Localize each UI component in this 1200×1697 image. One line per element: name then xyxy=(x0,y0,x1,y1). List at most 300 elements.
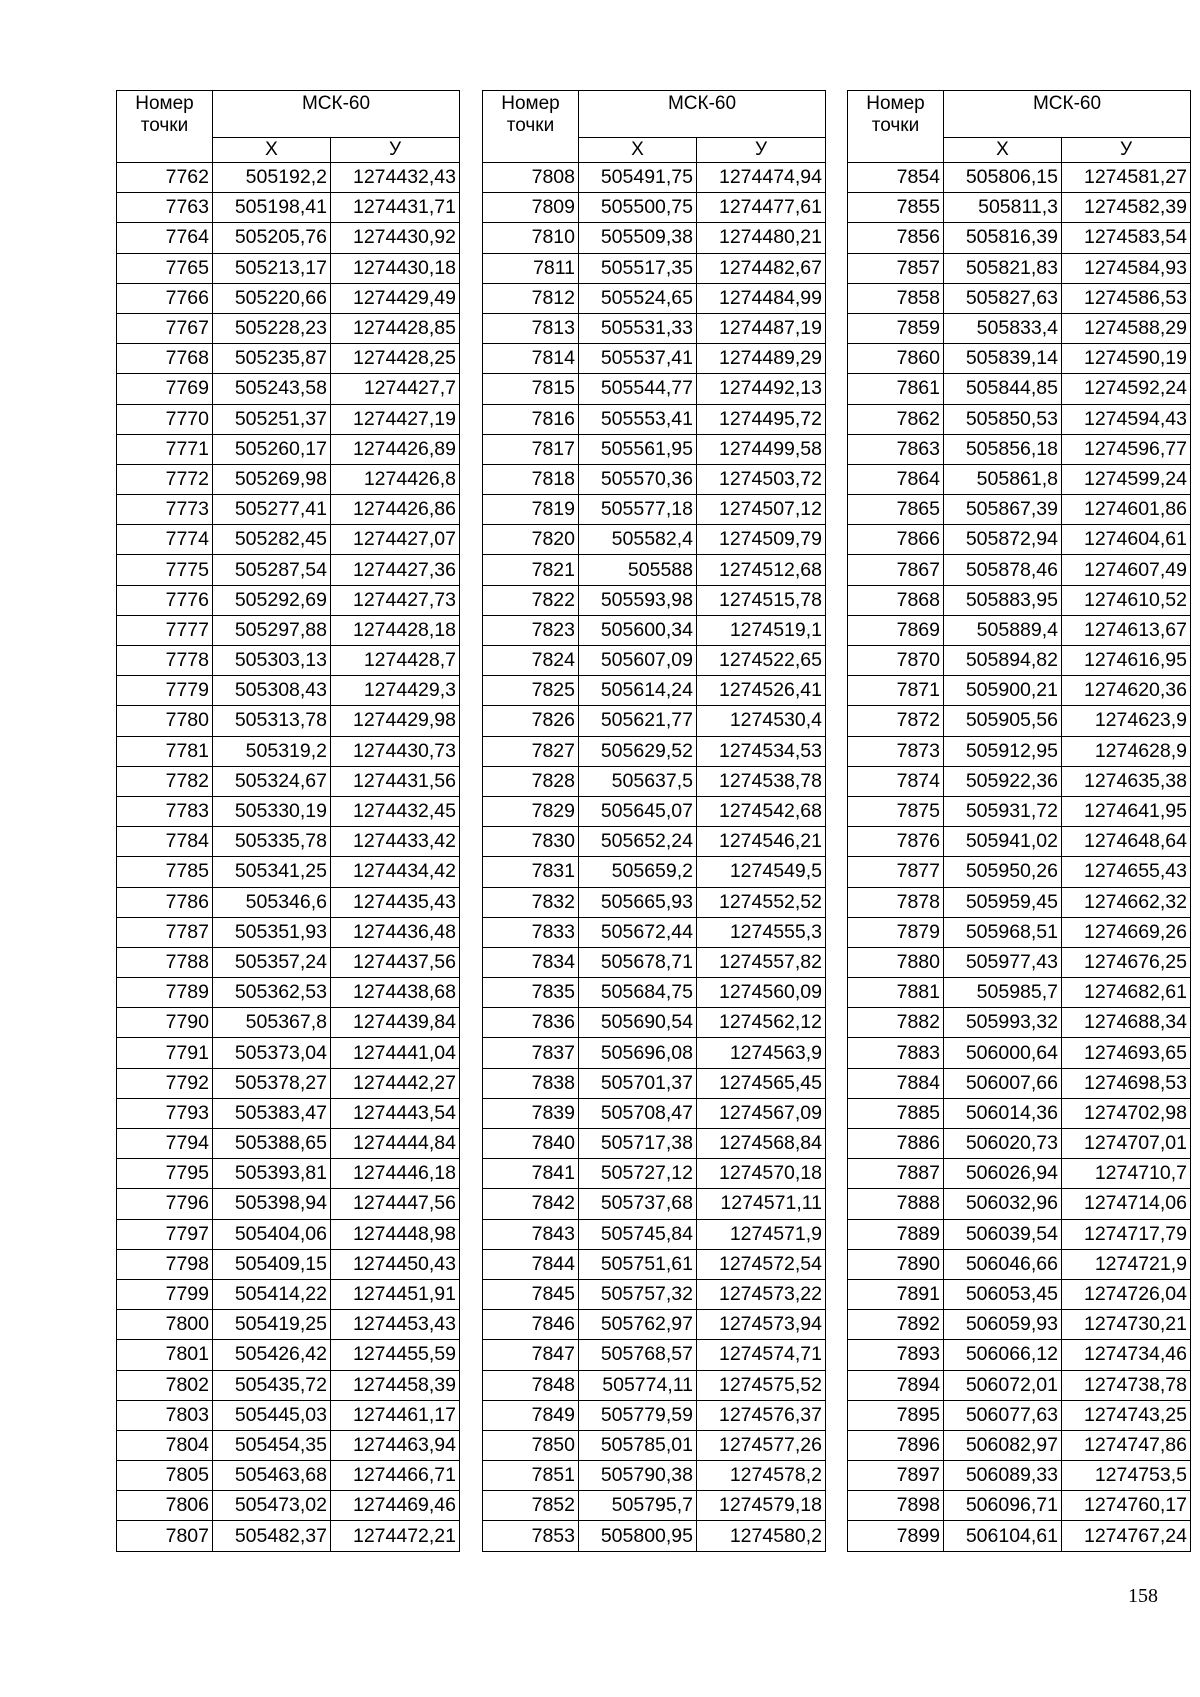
y-cell: 1274594,43 xyxy=(1062,404,1191,434)
point-number-cell: 7800 xyxy=(117,1310,213,1340)
y-cell: 1274546,21 xyxy=(697,827,826,857)
table-row xyxy=(117,706,460,736)
y-cell: 1274430,73 xyxy=(331,736,460,766)
table-row xyxy=(117,796,460,826)
table-row xyxy=(117,1279,460,1309)
x-cell: 506020,73 xyxy=(944,1129,1062,1159)
y-cell: 1274601,86 xyxy=(1062,495,1191,525)
point-number-cell: 7785 xyxy=(117,857,213,887)
y-cell: 1274635,38 xyxy=(1062,766,1191,796)
table-row xyxy=(117,676,460,706)
y-cell: 1274530,4 xyxy=(697,706,826,736)
point-number-cell: 7890 xyxy=(848,1249,944,1279)
table-row xyxy=(848,555,1191,585)
y-cell: 1274431,56 xyxy=(331,766,460,796)
x-cell: 506032,96 xyxy=(944,1189,1062,1219)
x-cell: 505900,21 xyxy=(944,676,1062,706)
x-cell: 505351,93 xyxy=(213,917,331,947)
x-cell: 505313,78 xyxy=(213,706,331,736)
table-row xyxy=(117,1008,460,1038)
x-cell: 505785,01 xyxy=(579,1430,697,1460)
y-cell: 1274450,43 xyxy=(331,1249,460,1279)
x-cell: 505833,4 xyxy=(944,313,1062,343)
y-cell: 1274565,45 xyxy=(697,1068,826,1098)
y-cell: 1274581,27 xyxy=(1062,163,1191,193)
y-cell: 1274574,71 xyxy=(697,1340,826,1370)
y-cell: 1274669,26 xyxy=(1062,917,1191,947)
y-cell: 1274555,3 xyxy=(697,917,826,947)
x-cell: 505277,41 xyxy=(213,495,331,525)
y-cell: 1274430,18 xyxy=(331,253,460,283)
y-cell: 1274655,43 xyxy=(1062,857,1191,887)
table-row xyxy=(483,585,826,615)
table-row xyxy=(483,887,826,917)
y-cell: 1274461,17 xyxy=(331,1400,460,1430)
y-cell: 1274458,39 xyxy=(331,1370,460,1400)
point-number-cell: 7766 xyxy=(117,283,213,313)
point-number-cell: 7856 xyxy=(848,223,944,253)
y-cell: 1274432,43 xyxy=(331,163,460,193)
y-cell: 1274567,09 xyxy=(697,1098,826,1128)
table-row xyxy=(848,1491,1191,1521)
table-row xyxy=(848,193,1191,223)
table-row xyxy=(848,857,1191,887)
point-number-cell: 7765 xyxy=(117,253,213,283)
y-cell: 1274442,27 xyxy=(331,1068,460,1098)
x-cell: 505282,45 xyxy=(213,525,331,555)
table-row xyxy=(483,404,826,434)
table-row xyxy=(848,1068,1191,1098)
point-number-cell: 7868 xyxy=(848,585,944,615)
point-number-cell: 7778 xyxy=(117,646,213,676)
y-cell: 1274721,9 xyxy=(1062,1249,1191,1279)
x-cell: 506007,66 xyxy=(944,1068,1062,1098)
point-number-cell: 7885 xyxy=(848,1098,944,1128)
point-number-cell: 7857 xyxy=(848,253,944,283)
table-row xyxy=(848,1249,1191,1279)
x-cell: 506066,12 xyxy=(944,1340,1062,1370)
table-row xyxy=(848,1159,1191,1189)
table-row xyxy=(117,555,460,585)
y-cell: 1274572,54 xyxy=(697,1249,826,1279)
x-cell: 505637,5 xyxy=(579,766,697,796)
y-cell: 1274571,9 xyxy=(697,1219,826,1249)
y-cell: 1274426,86 xyxy=(331,495,460,525)
x-cell: 505867,39 xyxy=(944,495,1062,525)
x-cell: 505292,69 xyxy=(213,585,331,615)
table-row xyxy=(483,676,826,706)
point-number-cell: 7827 xyxy=(483,736,579,766)
y-cell: 1274702,98 xyxy=(1062,1098,1191,1128)
point-number-cell: 7814 xyxy=(483,344,579,374)
table-row xyxy=(848,615,1191,645)
x-cell: 505701,37 xyxy=(579,1068,697,1098)
point-number-cell: 7797 xyxy=(117,1219,213,1249)
point-number-cell: 7810 xyxy=(483,223,579,253)
point-number-cell: 7889 xyxy=(848,1219,944,1249)
y-cell: 1274519,1 xyxy=(697,615,826,645)
point-number-cell: 7893 xyxy=(848,1340,944,1370)
y-cell: 1274596,77 xyxy=(1062,434,1191,464)
table-row xyxy=(848,1098,1191,1128)
x-cell: 505588 xyxy=(579,555,697,585)
point-number-cell: 7799 xyxy=(117,1279,213,1309)
point-number-cell: 7887 xyxy=(848,1159,944,1189)
point-number-cell: 7872 xyxy=(848,706,944,736)
point-number-cell: 7803 xyxy=(117,1400,213,1430)
y-cell: 1274584,93 xyxy=(1062,253,1191,283)
table-row xyxy=(483,313,826,343)
x-cell: 505409,15 xyxy=(213,1249,331,1279)
table-row xyxy=(483,1521,826,1551)
table-row xyxy=(483,253,826,283)
x-cell: 505696,08 xyxy=(579,1038,697,1068)
table-row xyxy=(483,706,826,736)
y-cell: 1274463,94 xyxy=(331,1430,460,1460)
x-cell: 505388,65 xyxy=(213,1129,331,1159)
table-row xyxy=(117,1159,460,1189)
y-cell: 1274578,2 xyxy=(697,1461,826,1491)
x-cell: 505800,95 xyxy=(579,1521,697,1551)
x-cell: 505553,41 xyxy=(579,404,697,434)
point-number-cell: 7774 xyxy=(117,525,213,555)
coordinate-system-header: МСК-60 xyxy=(944,91,1191,138)
table-row xyxy=(117,585,460,615)
y-header: У xyxy=(1062,138,1191,163)
table-row xyxy=(117,1249,460,1279)
point-number-cell: 7840 xyxy=(483,1129,579,1159)
point-number-cell: 7828 xyxy=(483,766,579,796)
table-row xyxy=(483,917,826,947)
y-cell: 1274568,84 xyxy=(697,1129,826,1159)
x-cell: 505922,36 xyxy=(944,766,1062,796)
y-cell: 1274503,72 xyxy=(697,464,826,494)
point-number-cell: 7883 xyxy=(848,1038,944,1068)
x-cell: 505544,77 xyxy=(579,374,697,404)
x-cell: 505393,81 xyxy=(213,1159,331,1189)
x-cell: 505287,54 xyxy=(213,555,331,585)
point-number-cell: 7842 xyxy=(483,1189,579,1219)
table-row xyxy=(117,404,460,434)
point-number-cell: 7805 xyxy=(117,1461,213,1491)
x-cell: 505912,95 xyxy=(944,736,1062,766)
table-row xyxy=(483,796,826,826)
table-row xyxy=(483,163,826,193)
point-number-cell: 7764 xyxy=(117,223,213,253)
point-number-cell: 7895 xyxy=(848,1400,944,1430)
coordinate-table-1 xyxy=(116,90,460,1552)
table-row xyxy=(483,1038,826,1068)
y-cell: 1274590,19 xyxy=(1062,344,1191,374)
y-cell: 1274571,11 xyxy=(697,1189,826,1219)
point-number-cell: 7812 xyxy=(483,283,579,313)
y-cell: 1274482,67 xyxy=(697,253,826,283)
x-cell: 505684,75 xyxy=(579,978,697,1008)
y-cell: 1274437,56 xyxy=(331,947,460,977)
table-row xyxy=(848,1461,1191,1491)
x-cell: 505727,12 xyxy=(579,1159,697,1189)
x-cell: 505950,26 xyxy=(944,857,1062,887)
table-row xyxy=(117,1098,460,1128)
table-row xyxy=(117,1430,460,1460)
point-number-cell: 7808 xyxy=(483,163,579,193)
x-cell: 505816,39 xyxy=(944,223,1062,253)
point-number-cell: 7820 xyxy=(483,525,579,555)
x-cell: 505968,51 xyxy=(944,917,1062,947)
y-cell: 1274580,2 xyxy=(697,1521,826,1551)
table-row xyxy=(848,344,1191,374)
table-row xyxy=(483,1491,826,1521)
x-cell: 505779,59 xyxy=(579,1400,697,1430)
point-number-cell: 7831 xyxy=(483,857,579,887)
point-number-cell: 7835 xyxy=(483,978,579,1008)
x-cell: 505993,32 xyxy=(944,1008,1062,1038)
coordinate-system-header: МСК-60 xyxy=(213,91,460,138)
x-cell: 505856,18 xyxy=(944,434,1062,464)
x-header: Х xyxy=(579,138,697,163)
table-row xyxy=(117,1189,460,1219)
x-cell: 505844,85 xyxy=(944,374,1062,404)
point-number-cell: 7837 xyxy=(483,1038,579,1068)
point-number-cell: 7879 xyxy=(848,917,944,947)
point-number-cell: 7878 xyxy=(848,887,944,917)
y-cell: 1274438,68 xyxy=(331,978,460,1008)
y-cell: 1274607,49 xyxy=(1062,555,1191,585)
point-number-cell: 7782 xyxy=(117,766,213,796)
table-row xyxy=(483,1461,826,1491)
table-row xyxy=(117,947,460,977)
y-cell: 1274549,5 xyxy=(697,857,826,887)
point-number-cell: 7794 xyxy=(117,1129,213,1159)
table-row xyxy=(483,283,826,313)
point-number-cell: 7894 xyxy=(848,1370,944,1400)
y-cell: 1274599,24 xyxy=(1062,464,1191,494)
x-cell: 505198,41 xyxy=(213,193,331,223)
table-row xyxy=(848,1310,1191,1340)
y-cell: 1274682,61 xyxy=(1062,978,1191,1008)
table-row xyxy=(117,736,460,766)
x-cell: 505889,4 xyxy=(944,615,1062,645)
y-cell: 1274430,92 xyxy=(331,223,460,253)
x-cell: 505768,57 xyxy=(579,1340,697,1370)
x-cell: 505839,14 xyxy=(944,344,1062,374)
y-cell: 1274583,54 xyxy=(1062,223,1191,253)
point-number-cell: 7767 xyxy=(117,313,213,343)
x-cell: 505220,66 xyxy=(213,283,331,313)
point-number-cell: 7850 xyxy=(483,1430,579,1460)
table-row xyxy=(483,344,826,374)
point-number-cell: 7880 xyxy=(848,947,944,977)
x-cell: 505319,2 xyxy=(213,736,331,766)
x-cell: 506014,36 xyxy=(944,1098,1062,1128)
x-cell: 505373,04 xyxy=(213,1038,331,1068)
table-row xyxy=(848,796,1191,826)
y-cell: 1274466,71 xyxy=(331,1461,460,1491)
point-number-cell: 7770 xyxy=(117,404,213,434)
x-cell: 505445,03 xyxy=(213,1400,331,1430)
y-cell: 1274738,78 xyxy=(1062,1370,1191,1400)
table-row xyxy=(483,646,826,676)
y-cell: 1274579,18 xyxy=(697,1491,826,1521)
table-row xyxy=(483,464,826,494)
x-cell: 506026,94 xyxy=(944,1159,1062,1189)
y-cell: 1274433,42 xyxy=(331,827,460,857)
x-cell: 506039,54 xyxy=(944,1219,1062,1249)
page-number: 158 xyxy=(1128,1585,1158,1607)
point-number-cell: 7841 xyxy=(483,1159,579,1189)
y-cell: 1274747,86 xyxy=(1062,1430,1191,1460)
x-header: Х xyxy=(213,138,331,163)
x-cell: 505213,17 xyxy=(213,253,331,283)
table-row xyxy=(483,223,826,253)
point-number-cell: 7776 xyxy=(117,585,213,615)
y-cell: 1274648,64 xyxy=(1062,827,1191,857)
y-cell: 1274573,94 xyxy=(697,1310,826,1340)
x-cell: 505404,06 xyxy=(213,1219,331,1249)
point-number-cell: 7775 xyxy=(117,555,213,585)
point-number-cell: 7788 xyxy=(117,947,213,977)
table-row xyxy=(483,827,826,857)
point-number-header: Номер точки xyxy=(117,91,213,163)
x-cell: 505614,24 xyxy=(579,676,697,706)
x-cell: 505745,84 xyxy=(579,1219,697,1249)
y-cell: 1274570,18 xyxy=(697,1159,826,1189)
x-cell: 506082,97 xyxy=(944,1430,1062,1460)
x-cell: 505509,38 xyxy=(579,223,697,253)
y-cell: 1274431,71 xyxy=(331,193,460,223)
y-cell: 1274610,52 xyxy=(1062,585,1191,615)
y-cell: 1274726,04 xyxy=(1062,1279,1191,1309)
table-row xyxy=(848,1008,1191,1038)
point-number-cell: 7790 xyxy=(117,1008,213,1038)
table-row xyxy=(117,1219,460,1249)
point-number-cell: 7873 xyxy=(848,736,944,766)
point-number-cell: 7781 xyxy=(117,736,213,766)
y-cell: 1274469,46 xyxy=(331,1491,460,1521)
x-cell: 505959,45 xyxy=(944,887,1062,917)
point-number-cell: 7867 xyxy=(848,555,944,585)
x-cell: 505850,53 xyxy=(944,404,1062,434)
table-row xyxy=(483,1189,826,1219)
x-cell: 505894,82 xyxy=(944,646,1062,676)
x-cell: 505500,75 xyxy=(579,193,697,223)
y-cell: 1274557,82 xyxy=(697,947,826,977)
y-cell: 1274487,19 xyxy=(697,313,826,343)
point-number-cell: 7786 xyxy=(117,887,213,917)
point-number-cell: 7898 xyxy=(848,1491,944,1521)
table-row xyxy=(848,887,1191,917)
y-cell: 1274582,39 xyxy=(1062,193,1191,223)
table-row xyxy=(483,193,826,223)
table-row xyxy=(848,464,1191,494)
x-cell: 505473,02 xyxy=(213,1491,331,1521)
y-cell: 1274767,24 xyxy=(1062,1521,1191,1551)
table-row xyxy=(117,464,460,494)
point-number-cell: 7862 xyxy=(848,404,944,434)
x-cell: 506077,63 xyxy=(944,1400,1062,1430)
y-cell: 1274492,13 xyxy=(697,374,826,404)
y-cell: 1274480,21 xyxy=(697,223,826,253)
point-number-cell: 7780 xyxy=(117,706,213,736)
x-cell: 505774,11 xyxy=(579,1370,697,1400)
y-cell: 1274429,49 xyxy=(331,283,460,313)
x-cell: 505665,93 xyxy=(579,887,697,917)
x-cell: 505678,71 xyxy=(579,947,697,977)
x-cell: 505297,88 xyxy=(213,615,331,645)
table-row xyxy=(483,615,826,645)
point-number-cell: 7834 xyxy=(483,947,579,977)
point-number-cell: 7809 xyxy=(483,193,579,223)
table-row xyxy=(117,223,460,253)
x-cell: 505931,72 xyxy=(944,796,1062,826)
table-row xyxy=(848,1400,1191,1430)
point-number-cell: 7852 xyxy=(483,1491,579,1521)
table-row xyxy=(848,585,1191,615)
point-number-cell: 7826 xyxy=(483,706,579,736)
point-number-cell: 7892 xyxy=(848,1310,944,1340)
table-row xyxy=(483,1068,826,1098)
table-row xyxy=(848,313,1191,343)
y-cell: 1274613,67 xyxy=(1062,615,1191,645)
table-row xyxy=(117,525,460,555)
x-cell: 505426,42 xyxy=(213,1340,331,1370)
x-cell: 505251,37 xyxy=(213,404,331,434)
y-cell: 1274573,22 xyxy=(697,1279,826,1309)
point-number-cell: 7866 xyxy=(848,525,944,555)
point-number-cell: 7869 xyxy=(848,615,944,645)
table-row xyxy=(848,1189,1191,1219)
point-number-cell: 7823 xyxy=(483,615,579,645)
y-cell: 1274623,9 xyxy=(1062,706,1191,736)
table-row xyxy=(117,193,460,223)
y-cell: 1274515,78 xyxy=(697,585,826,615)
point-number-cell: 7859 xyxy=(848,313,944,343)
point-number-cell: 7838 xyxy=(483,1068,579,1098)
x-cell: 505582,4 xyxy=(579,525,697,555)
x-cell: 505228,23 xyxy=(213,313,331,343)
x-cell: 505260,17 xyxy=(213,434,331,464)
table-row xyxy=(483,434,826,464)
point-number-cell: 7829 xyxy=(483,796,579,826)
table-row xyxy=(483,1310,826,1340)
point-number-cell: 7833 xyxy=(483,917,579,947)
y-cell: 1274522,65 xyxy=(697,646,826,676)
table-row xyxy=(117,766,460,796)
point-number-cell: 7825 xyxy=(483,676,579,706)
table-row xyxy=(483,525,826,555)
table-row xyxy=(117,615,460,645)
y-cell: 1274676,25 xyxy=(1062,947,1191,977)
point-number-cell: 7763 xyxy=(117,193,213,223)
y-cell: 1274441,04 xyxy=(331,1038,460,1068)
y-cell: 1274743,25 xyxy=(1062,1400,1191,1430)
x-cell: 505827,63 xyxy=(944,283,1062,313)
x-cell: 505398,94 xyxy=(213,1189,331,1219)
point-number-cell: 7771 xyxy=(117,434,213,464)
table-row xyxy=(117,434,460,464)
table-row xyxy=(848,827,1191,857)
table-row xyxy=(117,1461,460,1491)
point-number-cell: 7886 xyxy=(848,1129,944,1159)
x-cell: 505577,18 xyxy=(579,495,697,525)
y-cell: 1274432,45 xyxy=(331,796,460,826)
x-cell: 505883,95 xyxy=(944,585,1062,615)
table-row xyxy=(117,646,460,676)
point-number-cell: 7817 xyxy=(483,434,579,464)
y-cell: 1274435,43 xyxy=(331,887,460,917)
y-cell: 1274698,53 xyxy=(1062,1068,1191,1098)
y-cell: 1274753,5 xyxy=(1062,1461,1191,1491)
